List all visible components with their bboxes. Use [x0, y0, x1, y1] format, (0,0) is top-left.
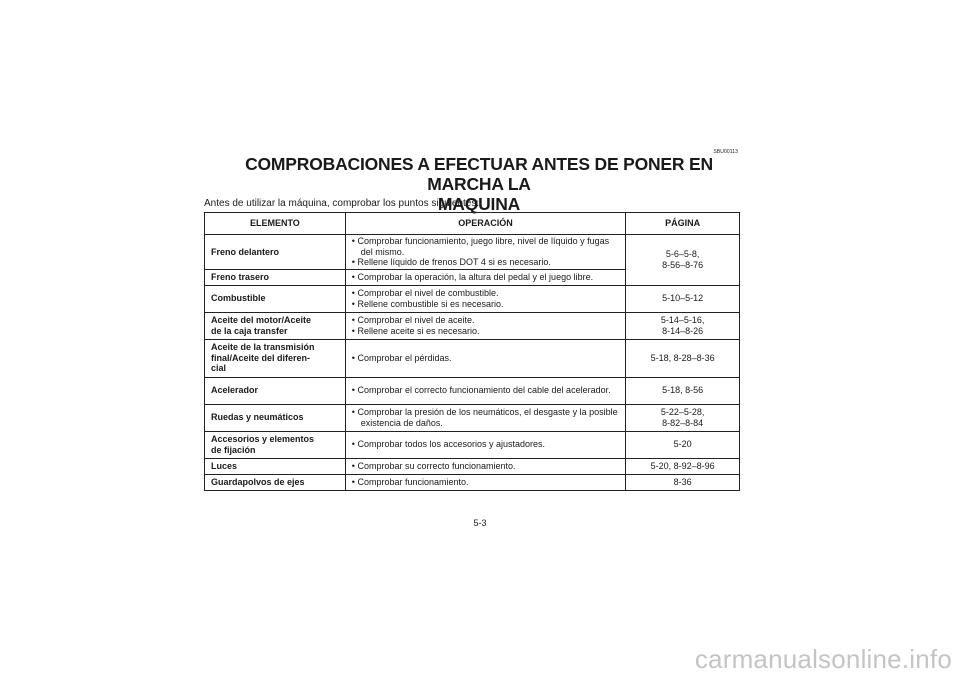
row-operation [345, 312, 625, 339]
table-row [205, 458, 740, 474]
row-page-ref: 5-22–5-28, 8-82–8-84 [626, 404, 740, 431]
operation-line: • Comprobar el correcto funcionamiento del cable del acelerador. [351, 385, 611, 396]
operation-line: • Comprobar el nivel de aceite. [351, 315, 475, 325]
row-operation [345, 377, 625, 404]
column-header-item: ELEMENTO [205, 213, 346, 235]
operation-line: • Rellene líquido de frenos DOT 4 si es necesario. [351, 257, 551, 267]
row-operation [345, 285, 625, 312]
operation-line: • Comprobar el nivel de combustible. [351, 288, 499, 298]
operation-line: • Comprobar el pérdidas. [351, 352, 452, 363]
row-item: Freno delantero [205, 235, 346, 270]
operation-line: • Rellene aceite si es necesario. [351, 325, 480, 336]
table-row [205, 235, 740, 270]
column-header-page: PÁGINA [626, 213, 740, 235]
table-row [205, 474, 740, 490]
table-row [205, 312, 740, 339]
row-page-ref: 5-18, 8-28–8-36 [626, 339, 740, 377]
row-operation [345, 339, 625, 377]
operation-line: • Comprobar la presión de los neumáticos, el desgaste y la posible existencia de daños. [351, 407, 618, 428]
column-header-operation: OPERACIÓN [345, 213, 625, 235]
table-row [205, 431, 740, 458]
row-item: Aceite de la transmisión final/Aceite del diferen- cial [205, 339, 346, 377]
row-operation [345, 404, 625, 431]
row-page-ref: 5-20 [626, 431, 740, 458]
row-page-ref: 5-14–5-16, 8-14–8-26 [626, 312, 740, 339]
row-operation [345, 458, 625, 474]
operation-line: • Rellene combustible si es necesario. [351, 298, 504, 309]
operation-line: • Comprobar su correcto funcionamiento. [351, 460, 516, 471]
document-code: SBU00113 [713, 149, 738, 155]
row-item: Acelerador [205, 377, 346, 404]
table-row [205, 339, 740, 377]
operation-line: • Comprobar todos los accesorios y ajustadores. [351, 439, 546, 450]
row-item: Combustible [205, 285, 346, 312]
row-page-ref: 8-36 [626, 474, 740, 490]
row-page-ref: 5-18, 8-56 [626, 377, 740, 404]
row-item: Guardapolvos de ejes [205, 474, 346, 490]
row-page-ref: 5-10–5-12 [626, 285, 740, 312]
row-operation [345, 235, 625, 270]
row-item: Accesorios y elementos de fijación [205, 431, 346, 458]
row-page-ref: 5-20, 8-92–8-96 [626, 458, 740, 474]
page-number: 5-3 [473, 518, 487, 528]
pre-operation-checks-table [204, 212, 740, 491]
watermark-text: carmanualsonline.info [694, 644, 952, 674]
table-header-row [205, 213, 740, 235]
operation-line: • Comprobar funcionamiento, juego libre, nivel de líquido y fugas del mismo. [351, 236, 610, 257]
row-item: Ruedas y neumáticos [205, 404, 346, 431]
table-row [205, 285, 740, 312]
intro-text: Antes de utilizar la máquina, comprobar los puntos siguientes: [204, 198, 480, 209]
row-operation [345, 474, 625, 490]
operation-line: • Comprobar la operación, la altura del pedal y el juego libre. [351, 271, 594, 282]
row-operation [345, 431, 625, 458]
operation-line: • Comprobar funcionamiento. [351, 476, 469, 487]
row-item: Luces [205, 458, 346, 474]
row-page-ref: 5-6–5-8, 8-56–8-76 [626, 235, 740, 286]
table-row [205, 404, 740, 431]
row-operation [345, 269, 625, 285]
row-item: Aceite del motor/Aceite de la caja transfer [205, 312, 346, 339]
row-item: Freno trasero [205, 269, 346, 285]
page-title: COMPROBACIONES A EFECTUAR ANTES DE PONER EN MARCHA LA MAQUINA [245, 154, 713, 214]
table-row [205, 377, 740, 404]
